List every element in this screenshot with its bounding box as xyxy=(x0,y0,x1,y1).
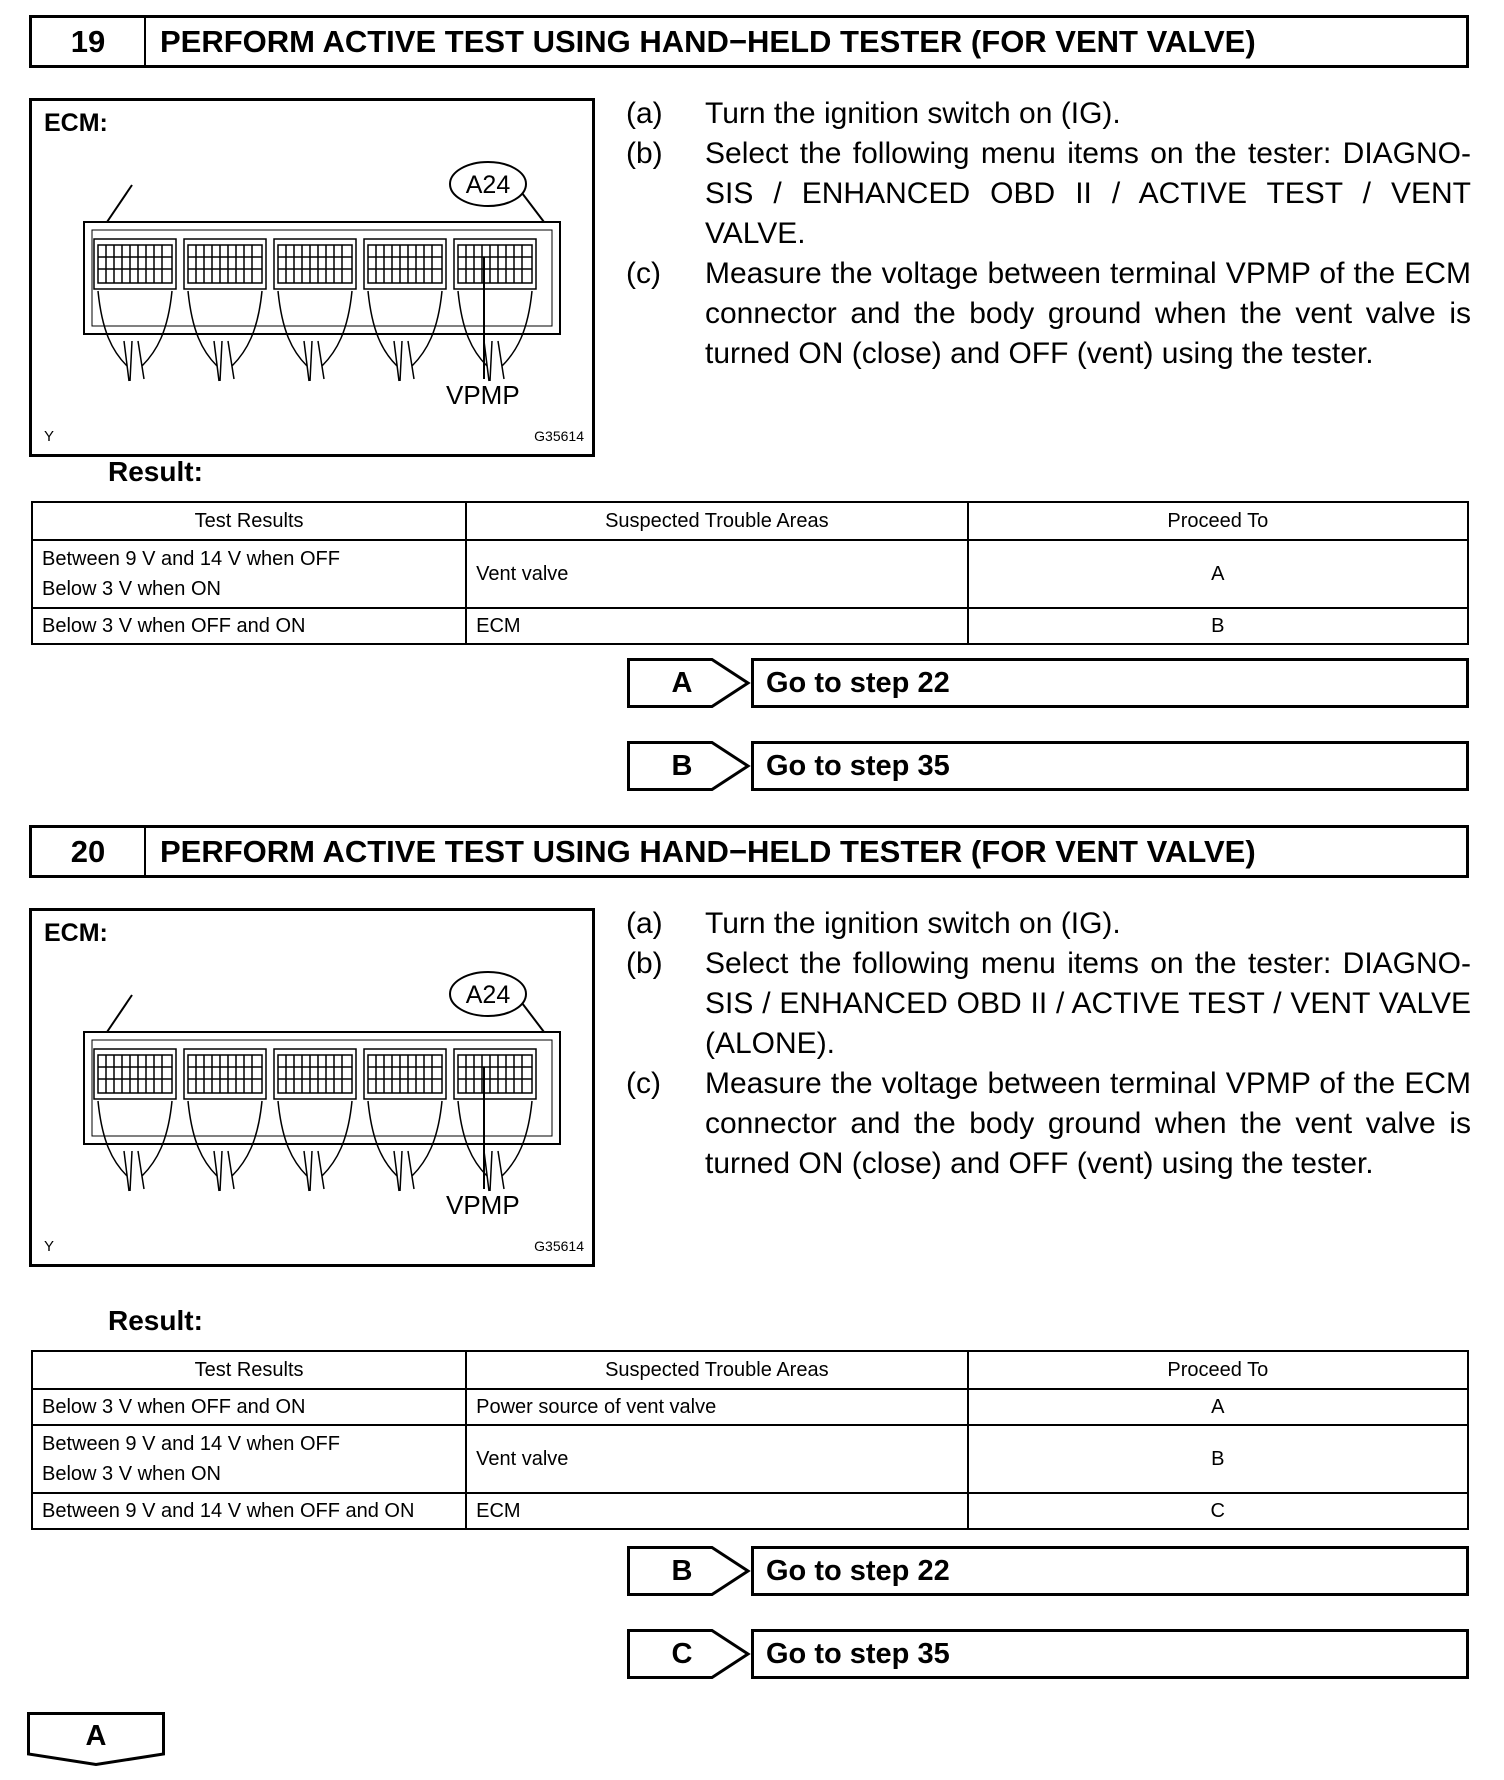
proceed-letter: B xyxy=(671,750,693,782)
cell-line: Below 3 V when ON xyxy=(42,578,221,600)
table-header: Suspected Trouble Areas xyxy=(466,502,967,540)
table-row xyxy=(32,540,1468,608)
table-header-row xyxy=(32,1351,1468,1389)
instruction-item xyxy=(626,1064,1471,1184)
ecm-connector-drawing xyxy=(32,911,592,1264)
table-header: Test Results xyxy=(32,1351,466,1389)
table-cell: ECM xyxy=(466,608,967,644)
table-header: Suspected Trouble Areas xyxy=(466,1351,967,1389)
next-step-badge[interactable] xyxy=(27,1712,165,1766)
proceed-letter: A xyxy=(671,667,693,699)
proceed-badge xyxy=(627,741,751,791)
ecm-connector-drawing xyxy=(32,101,592,454)
instruction-text: Select the following menu items on the tester: DIAGNO-SIS / ENHANCED OBD II / ACTIVE TEST / VENT VALVE. xyxy=(705,137,1471,250)
figure-code: G35614 xyxy=(534,428,584,444)
ecm-connector-figure xyxy=(29,98,595,457)
next-step-letter: A xyxy=(85,1720,107,1752)
proceed-row-c[interactable] xyxy=(627,1629,1469,1679)
table-cell: Below 3 V when OFF and ON xyxy=(32,608,466,644)
step-19-instructions xyxy=(626,94,1471,374)
instruction-text: Measure the voltage between terminal VPMP of the ECM connector and the body ground when the vent valve is turned ON (close) and OFF (vent) using the tester. xyxy=(705,257,1471,370)
table-cell: Below 3 V when OFF and ON xyxy=(32,1389,466,1425)
cell-line: Below 3 V when ON xyxy=(42,1463,221,1485)
table-cell: A xyxy=(968,540,1468,608)
instruction-label: (c) xyxy=(626,1067,661,1100)
table-cell: A xyxy=(968,1389,1468,1425)
connector-id: A24 xyxy=(465,171,511,199)
proceed-badge xyxy=(627,1629,751,1679)
cell-line: Between 9 V and 14 V when OFF xyxy=(42,548,340,570)
ecm-connector-figure xyxy=(29,908,595,1267)
instruction-item xyxy=(626,944,1471,1064)
step-19-result-table xyxy=(31,501,1469,645)
instruction-label: (a) xyxy=(626,907,663,940)
proceed-target: Go to step 35 xyxy=(751,741,1469,791)
instruction-label: (b) xyxy=(626,137,663,170)
result-label: Result: xyxy=(108,1305,203,1336)
table-cell xyxy=(32,540,466,608)
step-19-header xyxy=(29,15,1469,68)
terminal-label: VPMP xyxy=(446,1190,520,1220)
step-20-result-table xyxy=(31,1350,1469,1530)
proceed-row-b[interactable] xyxy=(627,741,1469,791)
connector-callout xyxy=(450,162,526,206)
step-number: 20 xyxy=(32,828,146,875)
instruction-text: Select the following menu items on the tester: DIAGNO-SIS / ENHANCED OBD II / ACTIVE TEST / VENT VALVE (ALONE). xyxy=(705,947,1471,1060)
table-row xyxy=(32,1389,1468,1425)
instruction-item xyxy=(626,904,1471,944)
instruction-label: (c) xyxy=(626,257,661,290)
table-row xyxy=(32,608,1468,644)
step-number: 19 xyxy=(32,18,146,65)
proceed-letter: B xyxy=(671,1555,693,1587)
table-cell: B xyxy=(968,608,1468,644)
step-20-header xyxy=(29,825,1469,878)
table-cell: Vent valve xyxy=(466,540,967,608)
table-header: Proceed To xyxy=(968,502,1468,540)
instruction-text: Turn the ignition switch on (IG). xyxy=(705,97,1121,130)
table-header: Test Results xyxy=(32,502,466,540)
table-cell: Between 9 V and 14 V when OFF and ON xyxy=(32,1493,466,1529)
figure-label: ECM: xyxy=(44,109,108,137)
figure-corner-mark: Y xyxy=(44,428,55,445)
proceed-letter: C xyxy=(671,1638,693,1670)
table-header-row xyxy=(32,502,1468,540)
step-title: PERFORM ACTIVE TEST USING HAND−HELD TESTER (FOR VENT VALVE) xyxy=(160,23,1256,59)
table-cell: C xyxy=(968,1493,1468,1529)
instruction-label: (a) xyxy=(626,97,663,130)
proceed-row-b[interactable] xyxy=(627,1546,1469,1596)
proceed-row-a[interactable] xyxy=(627,658,1469,708)
table-cell xyxy=(32,1425,466,1493)
ecm-body xyxy=(84,995,560,1144)
instruction-item xyxy=(626,94,1471,134)
step-20-instructions xyxy=(626,904,1471,1184)
ecm-body xyxy=(84,185,560,334)
instruction-text: Measure the voltage between terminal VPMP of the ECM connector and the body ground when the vent valve is turned ON (close) and OFF (vent) using the tester. xyxy=(705,1067,1471,1180)
step-title: PERFORM ACTIVE TEST USING HAND−HELD TESTER (FOR VENT VALVE) xyxy=(160,833,1256,869)
instruction-text: Turn the ignition switch on (IG). xyxy=(705,907,1121,940)
proceed-target: Go to step 35 xyxy=(751,1629,1469,1679)
proceed-badge xyxy=(627,658,751,708)
cell-line: Between 9 V and 14 V when OFF xyxy=(42,1433,340,1455)
table-cell: Vent valve xyxy=(466,1425,967,1493)
table-cell: ECM xyxy=(466,1493,967,1529)
table-header: Proceed To xyxy=(968,1351,1468,1389)
figure-corner-mark: Y xyxy=(44,1238,55,1255)
proceed-target: Go to step 22 xyxy=(751,658,1469,708)
instruction-item xyxy=(626,254,1471,374)
proceed-target: Go to step 22 xyxy=(751,1546,1469,1596)
proceed-badge xyxy=(627,1546,751,1596)
figure-code: G35614 xyxy=(534,1238,584,1254)
table-cell: B xyxy=(968,1425,1468,1493)
connector-id: A24 xyxy=(465,981,511,1009)
result-label: Result: xyxy=(108,456,203,487)
instruction-item xyxy=(626,134,1471,254)
table-row xyxy=(32,1493,1468,1529)
connector-callout xyxy=(450,972,526,1016)
table-row xyxy=(32,1425,1468,1493)
instruction-label: (b) xyxy=(626,947,663,980)
figure-label: ECM: xyxy=(44,919,108,947)
terminal-label: VPMP xyxy=(446,380,520,410)
table-cell: Power source of vent valve xyxy=(466,1389,967,1425)
